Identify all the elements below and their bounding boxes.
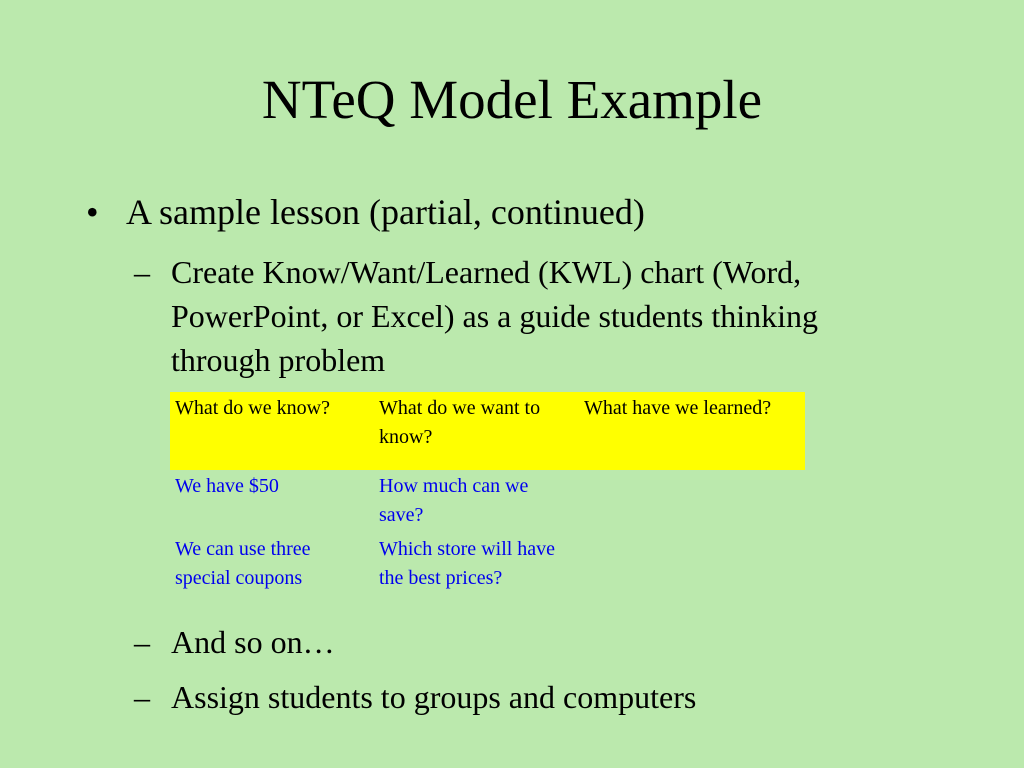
bullet-text: A sample lesson (partial, continued) — [126, 192, 645, 232]
kwl-header-row — [170, 392, 805, 470]
kwl-header-learned: What have we learned? — [579, 392, 805, 470]
table-row — [170, 533, 805, 623]
table-row — [170, 470, 805, 533]
table-cell — [579, 470, 805, 533]
sub-bullet-text: And so on… — [171, 624, 335, 660]
table-cell: We can use three special coupons — [175, 538, 311, 589]
kwl-table — [170, 392, 805, 623]
sub-bullet-text: Create Know/Want/Learned (KWL) chart (Word, PowerPoint, or Excel) as a guide students thinking through problem — [171, 254, 819, 378]
table-cell: Which store will have the best prices? — [379, 538, 556, 589]
sub-bullet-marker: – — [134, 624, 150, 660]
table-cell: How much can we save? — [379, 475, 529, 526]
sub-bullet-marker: – — [134, 679, 150, 715]
slide-title: NTeQ Model Example — [261, 69, 763, 130]
table-cell: We have $50 — [175, 475, 279, 497]
kwl-header-want: What do we want to know? — [374, 392, 579, 470]
bullet-marker: • — [86, 192, 99, 232]
sub-bullet-text: Assign students to groups and computers — [171, 679, 697, 715]
sub-bullet-marker: – — [134, 254, 150, 290]
kwl-header-know: What do we know? — [170, 392, 374, 470]
table-cell — [579, 533, 805, 623]
